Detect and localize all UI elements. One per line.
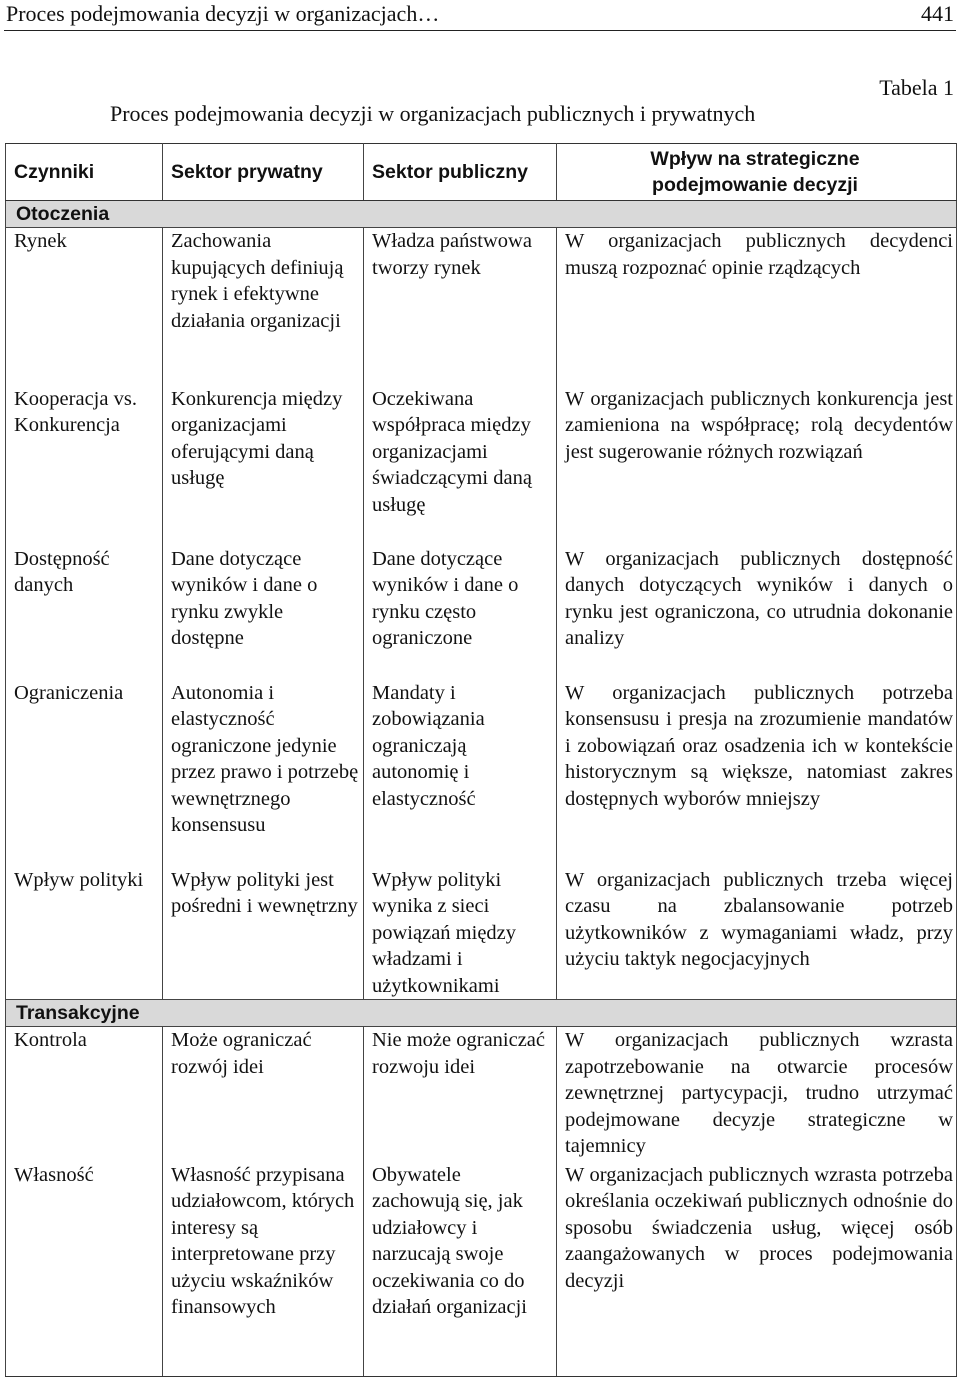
cell-factor: Kontrola: [6, 1027, 163, 1162]
cell-private: Konkurencja między organizacjami oferującymi daną usługę: [163, 386, 364, 546]
cell-factor: Własność: [6, 1162, 163, 1377]
running-head: [4, 0, 956, 31]
cell-public: Mandaty i zobowiązania ograniczają autonomię i elastyczność: [364, 680, 557, 867]
cell-impact: W organizacjach publicznych dostępność danych dotyczących wyników i danych o rynku jest ograniczona, co utrudnia dokonanie analizy: [557, 546, 957, 680]
cell-public: Nie może ograniczać rozwoju idei: [364, 1027, 557, 1162]
cell-public: Oczekiwana współpraca między organizacjami świadczącymi daną usługę: [364, 386, 557, 546]
table-label: Tabela 1: [879, 75, 954, 100]
section-transactional: Transakcyjne: [6, 1000, 957, 1027]
table-row: [6, 386, 957, 546]
cell-private: Zachowania kupujących definiują rynek i efektywne działania organizacji: [163, 228, 364, 386]
cell-public: Obywatele zachowują się, jak udziałowcy i narzucają swoje oczekiwania co do działań organizacji: [364, 1162, 557, 1377]
cell-private: Własność przypisana udziałowcom, których interesy są interpretowane przy użyciu wskaźników finansowych: [163, 1162, 364, 1377]
header-factors: Czynniki: [6, 144, 163, 201]
table-header-row: [6, 144, 957, 201]
cell-private: Wpływ polityki jest pośredni i wewnętrzny: [163, 867, 364, 1000]
cell-public: Władza państwowa tworzy rynek: [364, 228, 557, 386]
cell-factor: Rynek: [6, 228, 163, 386]
cell-impact: W organizacjach publicznych wzrasta potrzeba określania oczekiwań publicznych odnośnie do sposobu świadczenia usług, więcej osób zaangażowanych w proces podejmowania decyzji: [557, 1162, 957, 1377]
cell-factor: Dostępność danych: [6, 546, 163, 680]
table-row: [6, 1027, 957, 1162]
cell-impact: W organizacjach publicznych potrzeba konsensusu i presja na zrozumienie mandatów i zobowiązań oraz osadzenia ich w kontekście historycznym są większe, natomiast zakres dostępnych wyborów mniejszy: [557, 680, 957, 867]
running-head-title: Proces podejmowania decyzji w organizacjach…: [6, 1, 440, 26]
table-row: [6, 546, 957, 680]
table-row: [6, 1162, 957, 1377]
decision-process-table: [5, 143, 957, 1377]
header-impact-line-2: podejmowanie decyzji: [652, 174, 858, 196]
cell-public: Wpływ polityki wynika z sieci powiązań między władzami i użytkownikami: [364, 867, 557, 1000]
table-row: [6, 228, 957, 386]
cell-private: Może ograniczać rozwój idei: [163, 1027, 364, 1162]
page-number: 441: [921, 1, 954, 26]
cell-impact: W organizacjach publicznych konkurencja jest zamieniona na współpracę; rolą decydentów jest sugerowanie różnych rozwiązań: [557, 386, 957, 546]
cell-private: Autonomia i elastyczność ograniczone jedynie przez prawo i potrzebę wewnętrznego konsensusu: [163, 680, 364, 867]
cell-impact: W organizacjach publicznych wzrasta zapotrzebowanie na otwarcie procesów zewnętrznej partycypacji, trudno utrzymać podejmowane decyzje strategiczne w tajemnicy: [557, 1027, 957, 1162]
section-row: [6, 201, 957, 228]
table-caption: Proces podejmowania decyzji w organizacjach publicznych i prywatnych: [110, 101, 756, 126]
cell-factor: Wpływ polityki: [6, 867, 163, 1000]
table-row: [6, 867, 957, 1000]
table-row: [6, 680, 957, 867]
header-strategic-impact: [557, 144, 957, 201]
cell-factor: Kooperacja vs. Konkurencja: [6, 386, 163, 546]
cell-private: Dane dotyczące wyników i dane o rynku zwykle dostępne: [163, 546, 364, 680]
header-public-sector: Sektor publiczny: [364, 144, 557, 201]
cell-impact: W organizacjach publicznych trzeba więcej czasu na zbalansowanie potrzeb użytkowników z wymaganiami władz, przy użyciu taktyk negocjacyjnych: [557, 867, 957, 1000]
section-environment: Otoczenia: [6, 201, 957, 228]
cell-impact: W organizacjach publicznych decydenci muszą rozpoznać opinie rządzących: [557, 228, 957, 386]
section-row: [6, 1000, 957, 1027]
cell-public: Dane dotyczące wyników i dane o rynku często ograniczone: [364, 546, 557, 680]
cell-factor: Ograniczenia: [6, 680, 163, 867]
header-impact-line-1: Wpływ na strategiczne: [650, 148, 860, 170]
header-private-sector: Sektor prywatny: [163, 144, 364, 201]
